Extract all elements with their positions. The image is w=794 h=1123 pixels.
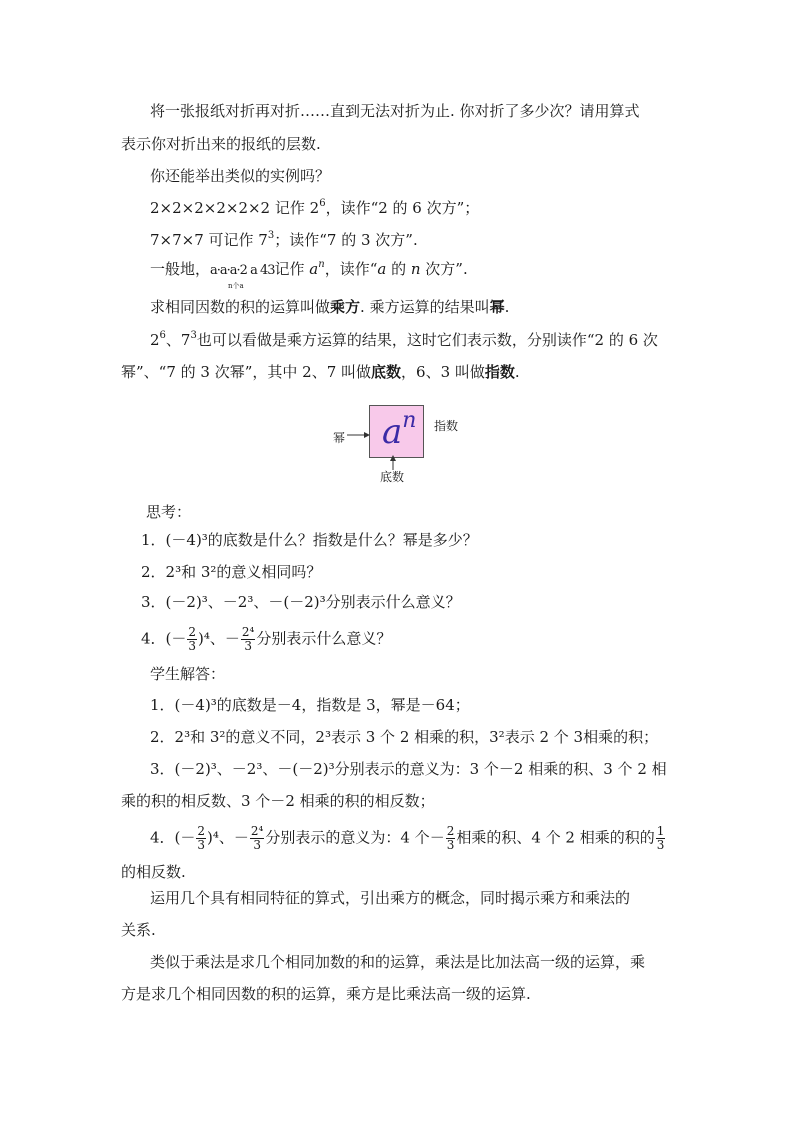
- question-3: 3．(－2)³、－2³、－(－2)³分别表示什么意义？: [141, 593, 461, 611]
- power-diagram: [330, 402, 480, 482]
- fraction: $\frac{\text{2⁴}}{3}$: [250, 824, 264, 852]
- base-label: 底数: [380, 470, 405, 484]
- power-label: 幂: [333, 431, 346, 445]
- paragraph-analogy-line1: 类似于乘法是求几个相同加数的和的运算，乘法是比加法高一级的运算，乘: [150, 953, 646, 971]
- fraction: $\frac{2}{3}$: [446, 824, 455, 852]
- power-arrow-icon: [346, 430, 372, 440]
- definition-power: 求相同因数的积的运算叫做乘方. 乘方运算的结果叫幂.: [150, 298, 510, 316]
- paragraph-base-exponent-line2: 幂”、“7 的 3 次幂”，其中 2、7 叫做底数，6、3 叫做指数.: [121, 363, 520, 381]
- answer-1: 1．(－4)³的底数是－4，指数是 3，幂是－64；: [150, 696, 470, 714]
- example-7-power-3: 7×7×7 可记作 $7^3$；读作“7 的 3 次方”.: [150, 230, 418, 249]
- paragraph-fold-paper-line1: 将一张报纸对折再对折……直到无法对折为止. 你对折了多少次？请用算式: [150, 102, 640, 120]
- paragraph-base-exponent-line1: $2^6$、$7^3$也可以看做是乘方运算的结果，这时它们表示数，分别读作“2 的 6 次: [150, 330, 658, 349]
- heading-think: 思考：: [146, 503, 192, 521]
- question-4: 4．(－ $\frac{2}{3}$ )⁴、－ $\frac{\text{2⁴}}{3}$ 分别表示什么意义？: [141, 625, 392, 653]
- product-expression: a·a·a·2 a 43 n个a: [210, 263, 275, 290]
- paragraph-summary-line1: 运用几个具有相同特征的算式，引出乘方的概念，同时揭示乘方和乘法的: [150, 889, 631, 907]
- paragraph-analogy-line2: 方是求几个相同因数的积的运算，乘方是比乘法高一级的运算.: [121, 985, 531, 1003]
- fraction: $\frac{2}{3}$: [197, 824, 206, 852]
- answer-4-line2: 的相反数.: [121, 863, 186, 881]
- question-2: 2．2³和 3²的意义相同吗？: [141, 563, 322, 581]
- example-2-power-6: 2×2×2×2×2×2 记作 $2^6$，读作“2 的 6 次方”；: [150, 198, 480, 217]
- fraction: $\frac{2}{3}$: [188, 625, 197, 653]
- power-symbol: $a^n$: [382, 407, 417, 452]
- paragraph-summary-line2: 关系.: [121, 921, 156, 939]
- fraction: $\frac{1}{3}$: [656, 824, 665, 852]
- answer-2: 2．2³和 3²的意义不同，2³表示 3 个 2 相乘的积，3²表示 2 个 3相乘的积；: [150, 728, 659, 746]
- question-1: 1．(－4)³的底数是什么？指数是什么？幂是多少？: [141, 531, 478, 549]
- answer-3-line2: 乘的积的相反数、3 个－2 相乘的积的相反数；: [121, 792, 435, 810]
- exponent-label: 指数: [434, 419, 459, 433]
- heading-student-answers: 学生解答：: [150, 665, 226, 683]
- paragraph-examples: 你还能举出类似的实例吗？: [150, 167, 331, 185]
- general-definition: 一般地，a·a·a·2 a 43 n个a 记作 $a^n$，读作“a 的 n 次方”.: [150, 259, 468, 290]
- fraction: $\frac{\text{2⁴}}{3}$: [241, 625, 255, 653]
- answer-3-line1: 3．(－2)³、－2³、－(－2)³分别表示的意义为：3 个－2 相乘的积、3 个 2 相: [150, 760, 667, 778]
- paragraph-fold-paper-line2: 表示你对折出来的报纸的层数.: [121, 135, 321, 153]
- answer-4: 4．(－ $\frac{2}{3}$ )⁴、－ $\frac{\text{2⁴}}{3}$ 分别表示的意义为：4 个－ $\frac{2}{3}$ 相乘的积、4 个 2 相乘的积的 $\frac{1}{3}$: [150, 824, 665, 852]
